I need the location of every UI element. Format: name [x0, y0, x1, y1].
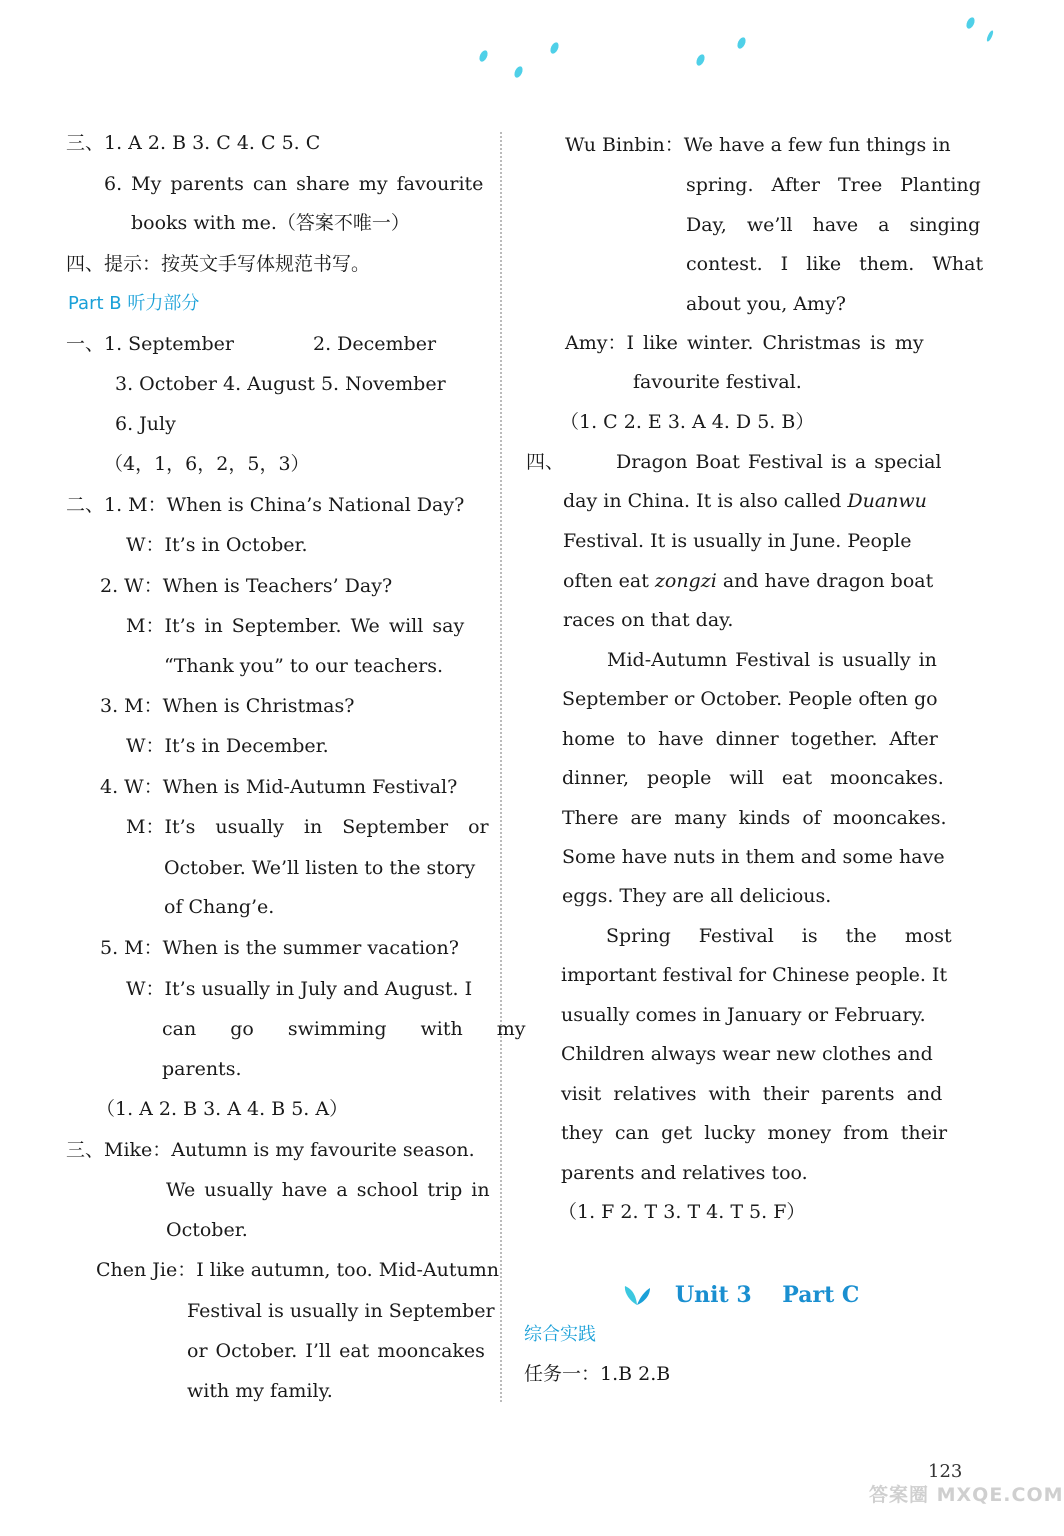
dialogue-line: contest. I like them. What [686, 253, 984, 275]
passage-line: parents and relatives too. [561, 1162, 808, 1184]
answer-line: 四、提示：按英文手写体规范书写。 [66, 253, 371, 275]
passage-line: races on that day. [563, 609, 734, 631]
decor-dot [478, 49, 489, 63]
leaf-icon [622, 1283, 652, 1307]
section-number: 四、 [526, 451, 565, 473]
passage-line: There are many kinds of mooncakes. [562, 807, 947, 829]
answer-line: 三、1. A 2. B 3. C 4. C 5. C [66, 132, 321, 154]
passage-line: Dragon Boat Festival is a special [616, 451, 942, 473]
passage-line: Festival. It is usually in June. People [563, 530, 912, 552]
watermark-text: 答案圈 MXQE.COM [869, 1484, 1064, 1506]
dialogue-line: Festival is usually in September [187, 1300, 495, 1322]
section-heading: 综合实践 [524, 1324, 596, 1345]
passage-text: often eat [563, 570, 655, 592]
dialogue-line: Day, we’ll have a singing [686, 214, 981, 236]
passage-italic: Duanwu [847, 490, 927, 512]
column-divider [500, 132, 502, 1402]
dialogue-line: W：It’s usually in July and August. I [126, 978, 473, 1000]
passage-line: Spring Festival is the most [606, 925, 952, 947]
dialogue-line: 二、1. M：When is China’s National Day? [66, 494, 465, 516]
dialogue-line: October. We’ll listen to the story [164, 857, 476, 879]
decor-dot [736, 36, 747, 50]
passage-italic: zongzi [654, 570, 717, 592]
dialogue-line: 5. M：When is the summer vacation? [100, 937, 459, 959]
passage-line: Children always wear new clothes and [561, 1043, 933, 1065]
decor-dot [695, 53, 706, 67]
dialogue-line: W：It’s in December. [126, 735, 329, 757]
decor-dot [513, 65, 524, 79]
dialogue-line: Amy：I like winter. Christmas is my [565, 332, 924, 354]
dialogue-line: 4. W：When is Mid-Autumn Festival? [100, 776, 458, 798]
dialogue-line: Wu Binbin：We have a few fun things in [565, 134, 951, 156]
answer-line: 6. July [115, 413, 176, 435]
unit-title: Unit 3 Part C [675, 1282, 860, 1308]
dialogue-line: 3. M：When is Christmas? [100, 695, 355, 717]
passage-line: usually comes in January or February. [561, 1004, 926, 1026]
passage-line: they can get lucky money from their [561, 1122, 948, 1144]
passage-line: Mid-Autumn Festival is usually in [607, 649, 937, 671]
passage-line: important festival for Chinese people. It [561, 964, 948, 986]
dialogue-line: Chen Jie：I like autumn, too. Mid-Autumn [96, 1259, 499, 1281]
dialogue-line: W：It’s in October. [126, 534, 308, 556]
answer-line: 6. My parents can share my favourite [104, 173, 484, 195]
passage-text: and have dragon boat [716, 570, 934, 592]
passage-line [563, 572, 933, 591]
answer-line: 3. October 4. August 5. November [115, 373, 446, 395]
page-number: 123 [928, 1461, 963, 1482]
dialogue-line: 2. W：When is Teachers’ Day? [100, 575, 393, 597]
dialogue-line: “Thank you” to our teachers. [164, 655, 444, 677]
answer-line: 一、1. September [66, 333, 234, 355]
dialogue-line: 三、Mike：Autumn is my favourite season. [66, 1139, 475, 1161]
answer-line: （1. C 2. E 3. A 4. D 5. B） [560, 411, 815, 433]
dialogue-line: M：It’s usually in September or [126, 816, 489, 838]
answer-line: 任务一：1.B 2.B [524, 1363, 671, 1385]
watermark-logo [865, 1440, 1064, 1534]
section-heading: Part B 听力部分 [68, 293, 200, 314]
passage-line: home to have dinner together. After [562, 728, 938, 750]
passage-line: eggs. They are all delicious. [562, 885, 832, 907]
dialogue-line: spring. After Tree Planting [686, 174, 981, 196]
dialogue-line: We usually have a school trip in [166, 1179, 490, 1201]
answer-line: （4，1，6，2，5，3） [104, 453, 310, 475]
dialogue-line: parents. [162, 1058, 242, 1080]
dialogue-line: M：It’s in September. We will say [126, 615, 465, 637]
decor-dot [986, 30, 995, 43]
dialogue-line: or October. I’ll eat mooncakes [187, 1340, 485, 1362]
passage-line: Some have nuts in them and some have [562, 846, 945, 868]
dialogue-line: favourite festival. [633, 371, 802, 393]
answer-line: 2. December [313, 333, 437, 355]
dialogue-line: with my family. [187, 1380, 333, 1402]
decor-dot [965, 16, 976, 30]
passage-line: September or October. People often go [562, 688, 938, 710]
dialogue-line: can go swimming with my [162, 1018, 526, 1040]
dialogue-line: October. [166, 1219, 248, 1241]
dialogue-line: of Chang’e. [164, 896, 275, 918]
answer-line: （1. A 2. B 3. A 4. B 5. A） [96, 1098, 349, 1120]
passage-line: dinner, people will eat mooncakes. [562, 767, 944, 789]
answer-line: books with me.（答案不唯一） [131, 212, 410, 234]
decor-dot [549, 41, 560, 55]
dialogue-line: about you, Amy? [686, 293, 846, 315]
answer-line: （1. F 2. T 3. T 4. T 5. F） [558, 1201, 806, 1223]
passage-line: visit relatives with their parents and [561, 1083, 943, 1105]
passage-text: day in China. It is also called [563, 490, 848, 512]
passage-line [563, 492, 927, 511]
